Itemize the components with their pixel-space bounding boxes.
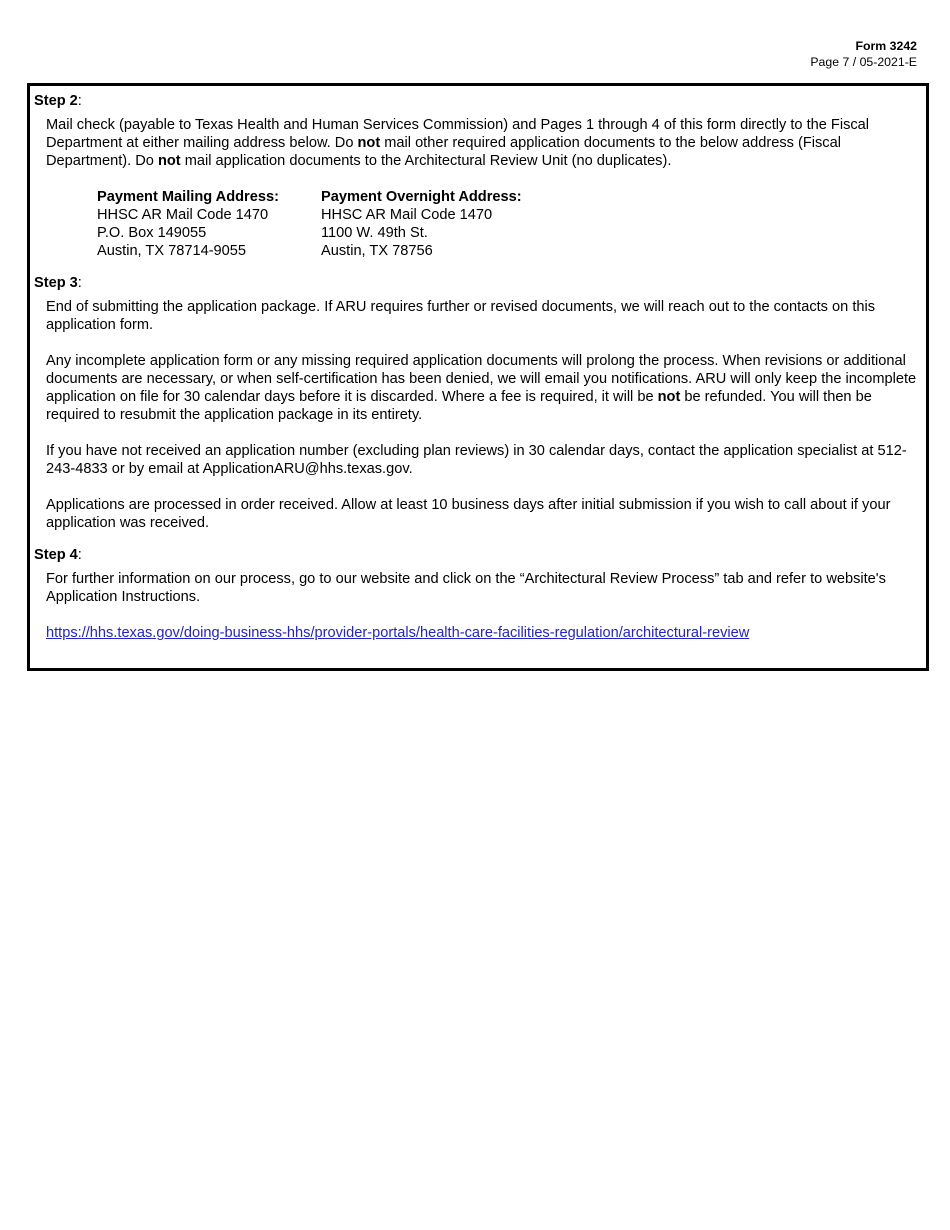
text-run: Mail check (payable to Texas Health and Human Services Commission) and Pages 1 through 4 of this form directly to the Fiscal Department at either mailing address below. Do [46,117,870,151]
text-run: mail application documents to the Architectural Review Unit (no duplicates). [180,153,672,169]
overnight-address-line: 1100 W. 49th St. [321,225,428,241]
step-2-heading [34,92,924,110]
emphasis-not: not [357,135,381,151]
step-4-paragraph: For further information on our process, go to our website and click on the “Architectural Review Process” tab and refer to website's Application Instructions. [46,571,886,605]
architectural-review-link[interactable]: https://hhs.texas.gov/doing-business-hhs/provider-portals/health-care-facilities-regulation/architectural-review [46,625,750,641]
emphasis-not: not [157,153,181,169]
payment-addresses [97,188,924,260]
step-4-link-line [46,624,924,642]
step-3-section [34,274,924,532]
step-3-paragraph-2 [46,352,924,424]
step-2-section [34,92,924,260]
mailing-address-title: Payment Mailing Address: [97,189,279,205]
form-number: Form 3242 [855,39,917,53]
mailing-address-line: HHSC AR Mail Code 1470 [97,207,269,223]
mailing-address-line: Austin, TX 78714-9055 [97,243,247,259]
overnight-address-line: HHSC AR Mail Code 1470 [321,207,493,223]
overnight-address-title: Payment Overnight Address: [321,189,522,205]
step-2-label: Step 2 [34,93,78,109]
form-instructions-box [27,83,929,671]
mailing-address-line: P.O. Box 149055 [97,225,207,241]
step-2-colon: : [77,93,82,109]
step-3-heading [34,274,924,292]
step-3-paragraph-4: Applications are processed in order received. Allow at least 10 business days after initial submission if you wish to call about if your application was received. [46,497,891,531]
step-2-paragraph [46,116,924,170]
step-4-label: Step 4 [34,547,78,563]
step-3-paragraph-1: End of submitting the application package. If ARU requires further or revised documents, we will reach out to the contacts on this application form. [46,299,876,333]
step-4-colon: : [77,547,82,563]
step-3-colon: : [77,275,82,291]
page-header [810,38,917,70]
emphasis-not: not [657,389,681,405]
step-4-heading [34,546,924,564]
page-info: Page 7 / 05-2021-E [810,55,917,69]
payment-mailing-address [97,188,321,260]
text-run: mail other required application documents to the below address (Fiscal Department). Do [46,135,841,169]
payment-overnight-address [321,188,545,260]
text-run: be refunded. You will then be required to resubmit the application package in its entirety. [46,389,872,423]
text-run: Any incomplete application form or any missing required application documents will prolong the process. When revisions or additional documents are necessary, or when self-certification has been denied, we will email you notifications. ARU will only keep the incomplete application on file for 30 calendar days before it is discarded. Where a fee is required, it will be [46,353,917,405]
step-3-paragraph-3: If you have not received an application number (excluding plan reviews) in 30 calendar days, contact the application specialist at 512-243-4833 or by email at ApplicationARU@hhs.texas.gov. [46,443,907,477]
overnight-address-line: Austin, TX 78756 [321,243,433,259]
step-4-section [34,546,924,642]
step-3-label: Step 3 [34,275,78,291]
